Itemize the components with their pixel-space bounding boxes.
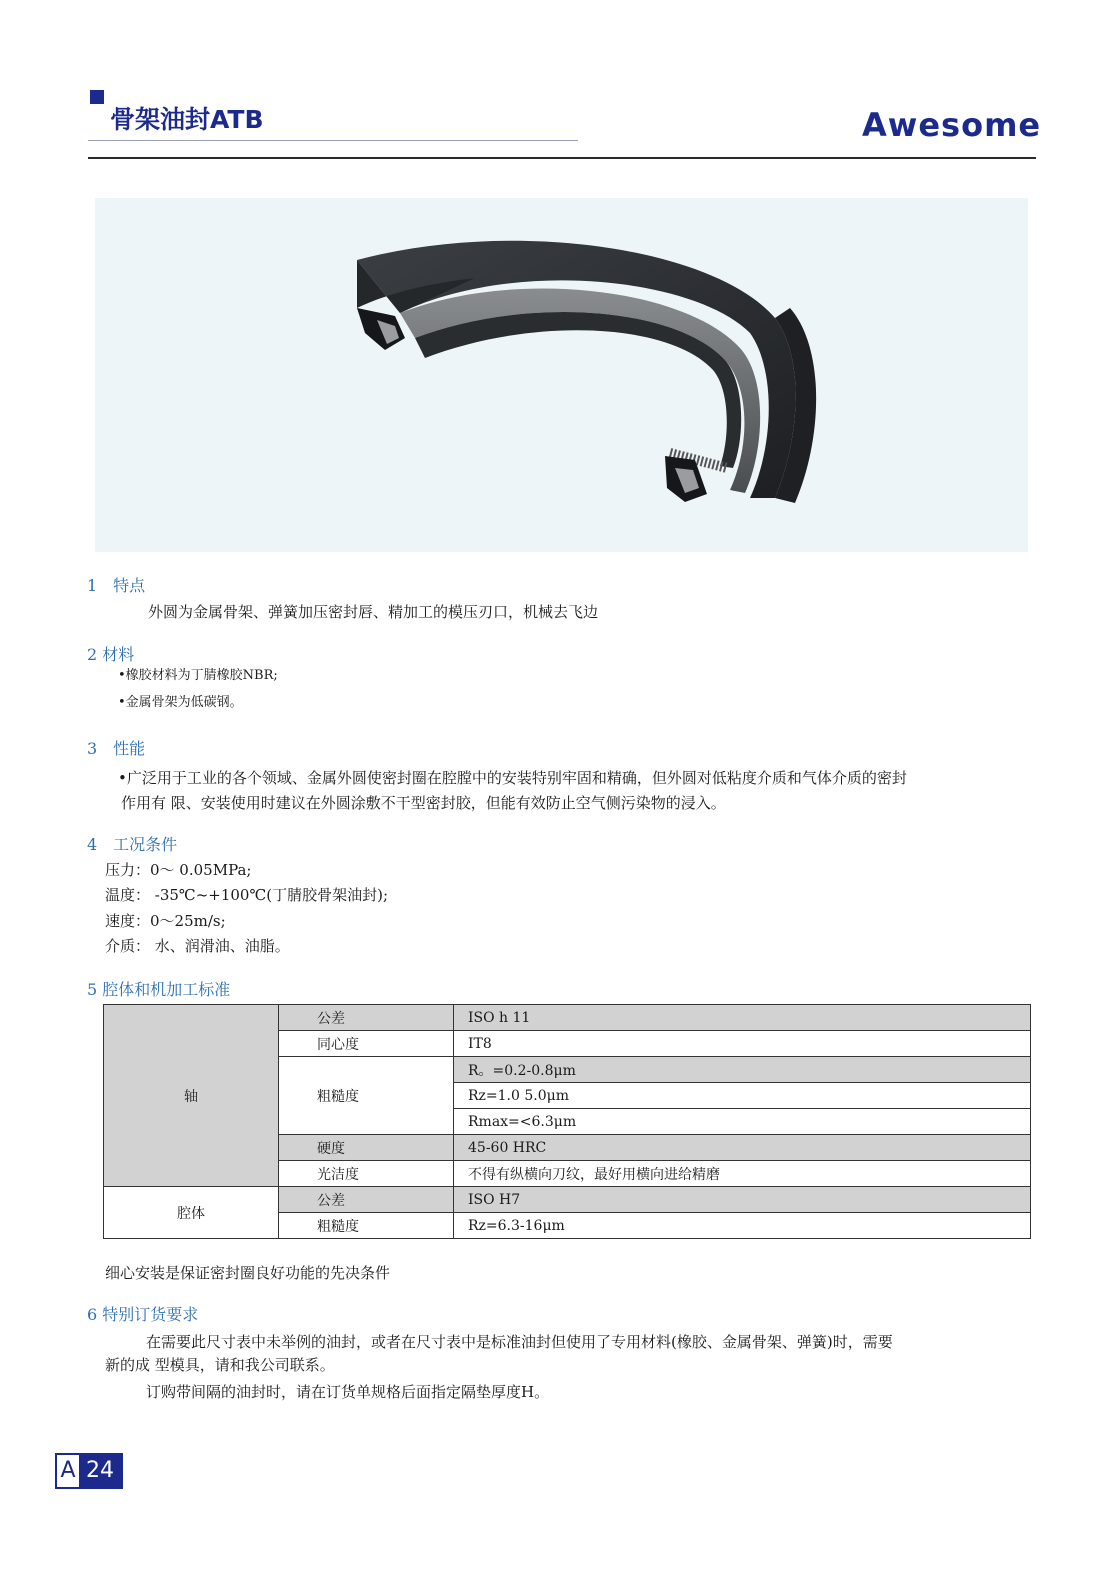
page-letter: A bbox=[57, 1455, 79, 1487]
section-3-line: 作用有 限、安装使用时建议在外圆涂敷不干型密封胶，但能有效防止空气侧污染物的浸入。 bbox=[121, 794, 726, 812]
section-1-heading: 1 特点 bbox=[87, 576, 146, 595]
section-3-line: •广泛用于工业的各个领域、金属外圆使密封圈在腔膛中的安装特别牢固和精确，但外圆对低粘度介质和气体介质的密封 bbox=[118, 769, 907, 787]
section-4-heading: 4 工况条件 bbox=[87, 835, 178, 854]
value-cell: 45-60 HRC bbox=[454, 1135, 1031, 1161]
value-cell: Rmax=<6.3μm bbox=[454, 1109, 1031, 1135]
machining-standard-table bbox=[103, 1004, 1031, 1239]
page-number-badge bbox=[55, 1453, 123, 1489]
header-divider bbox=[88, 157, 1036, 159]
cavity-group-label: 腔体 bbox=[104, 1187, 279, 1239]
param-cell: 公差 bbox=[279, 1005, 454, 1031]
shaft-group-label: 轴 bbox=[104, 1005, 279, 1187]
section-3-heading: 3 性能 bbox=[87, 739, 146, 758]
brand-logo: Awesome bbox=[862, 106, 1042, 144]
page-number: 24 bbox=[79, 1455, 121, 1487]
param-cell: 光洁度 bbox=[279, 1161, 454, 1187]
section-6-line: 订购带间隔的油封时，请在订货单规格后面指定隔垫厚度H。 bbox=[146, 1383, 550, 1401]
section-6-line: 新的成 型模具，请和我公司联系。 bbox=[105, 1356, 335, 1374]
value-cell: ISO H7 bbox=[454, 1187, 1031, 1213]
param-cell: 粗糙度 bbox=[279, 1057, 454, 1135]
section-2-bullet: •橡胶材料为丁腈橡胶NBR; bbox=[118, 668, 278, 683]
section-6-heading: 6 特别订货要求 bbox=[87, 1305, 199, 1324]
value-cell: ISO h 11 bbox=[454, 1005, 1031, 1031]
section-4-line: 温度： -35℃~+100℃(丁腈胶骨架油封); bbox=[105, 886, 389, 904]
installation-note: 细心安装是保证密封圈良好功能的先决条件 bbox=[105, 1264, 391, 1282]
section-4-line: 压力：0～ 0.05MPa; bbox=[105, 861, 252, 879]
table-row bbox=[104, 1187, 1031, 1213]
section-1-body: 外圆为金属骨架、弹簧加压密封唇、精加工的模压刃口，机械去飞边 bbox=[148, 603, 599, 621]
section-5-heading: 5 腔体和机加工标准 bbox=[87, 980, 231, 999]
section-2-heading: 2 材料 bbox=[87, 645, 135, 664]
value-cell: Rz=6.3-16μm bbox=[454, 1213, 1031, 1239]
param-cell: 粗糙度 bbox=[279, 1213, 454, 1239]
value-cell: R。=0.2-0.8μm bbox=[454, 1057, 1031, 1083]
value-cell: IT8 bbox=[454, 1031, 1031, 1057]
page-title: 骨架油封ATB bbox=[110, 105, 264, 134]
param-cell: 公差 bbox=[279, 1187, 454, 1213]
value-cell: Rz=1.0 5.0μm bbox=[454, 1083, 1031, 1109]
product-image bbox=[95, 198, 1028, 552]
header-square-marker bbox=[90, 90, 104, 104]
section-2-bullet: •金属骨架为低碳钢。 bbox=[118, 695, 243, 710]
param-cell: 同心度 bbox=[279, 1031, 454, 1057]
section-4-line: 介质： 水、润滑油、油脂。 bbox=[105, 937, 290, 955]
table-row bbox=[104, 1005, 1031, 1031]
param-cell: 硬度 bbox=[279, 1135, 454, 1161]
section-4-line: 速度：0～25m/s; bbox=[105, 912, 226, 930]
oil-seal-illustration bbox=[95, 198, 1028, 552]
title-underline bbox=[88, 140, 578, 141]
value-cell: 不得有纵横向刀纹，最好用横向进给精磨 bbox=[454, 1161, 1031, 1187]
section-6-line: 在需要此尺寸表中未举例的油封，或者在尺寸表中是标准油封但使用了专用材料(橡胶、金属骨架、弹簧)时，需要 bbox=[146, 1333, 893, 1351]
